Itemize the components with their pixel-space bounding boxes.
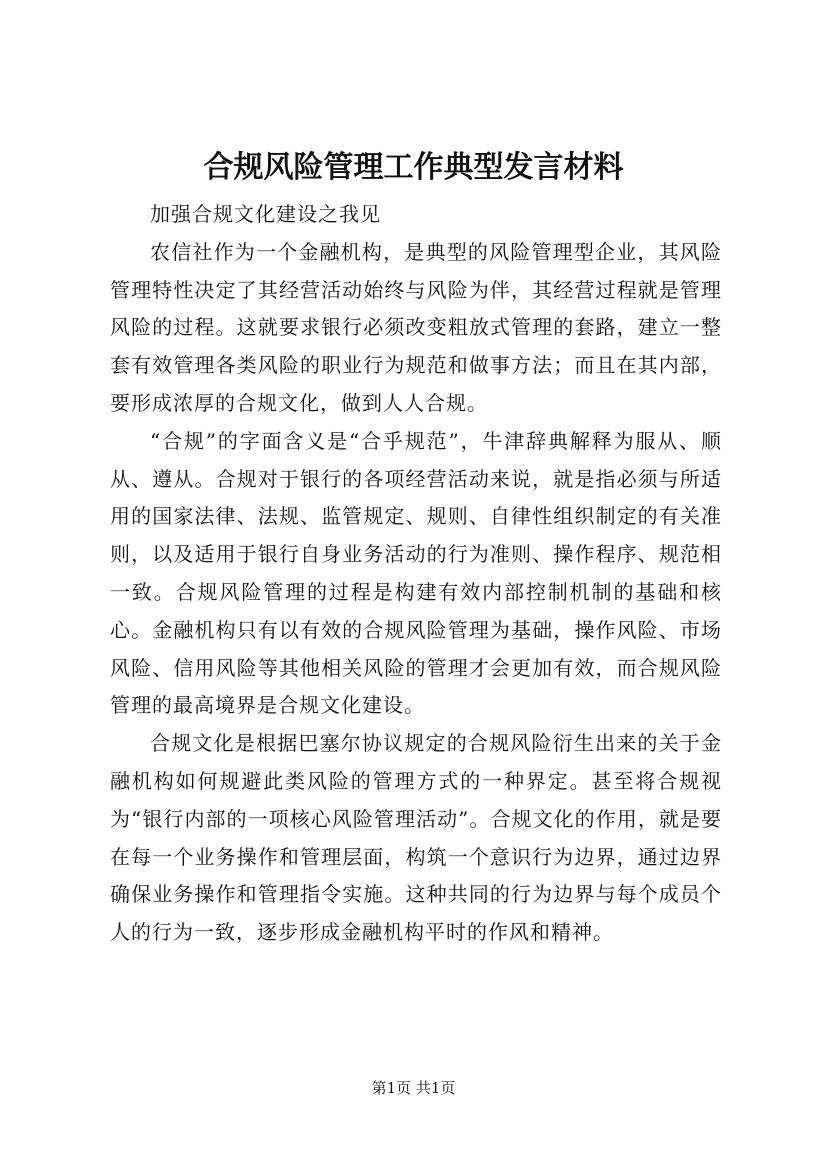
body-paragraph: 农信社作为一个金融机构，是典型的风险管理型企业，其风险管理特性决定了其经营活动始终与风险为伴，其经营过程就是管理风险的过程。这就要求银行必须改变粗放式管理的套路，建立一整套有效管理各类风险的职业行为规范和做事方法；而且在其内部，要形成浓厚的合规文化，做到人人合规。 — [110, 239, 722, 415]
document-body — [110, 196, 722, 952]
body-paragraph: “合规”的字面含义是“合乎规范”，牛津辞典解释为服从、顺从、遵从。合规对于银行的各项经营活动来说，就是指必须与所适用的国家法律、法规、监管规定、规则、自律性组织制定的有关准则，以及适用于银行自身业务活动的行为准则、操作程序、规范相一致。合规风险管理的过程是构建有效内部控制机制的基础和核心。金融机构只有以有效的合规风险管理为基础，操作风险、市场风险、信用风险等其他相关风险的管理才会更加有效，而合规风险管理的最高境界是合规文化建设。 — [110, 428, 722, 718]
body-paragraph: 合规文化是根据巴塞尔协议规定的合规风险衍生出来的关于金融机构如何规避此类风险的管理方式的一种界定。甚至将合规视为“银行内部的一项核心风险管理活动”。合规文化的作用，就是要在每一个业务操作和管理层面，构筑一个意识行为边界，通过边界确保业务操作和管理指令实施。这种共同的行为边界与每个成员个人的行为一致，逐步形成金融机构平时的作风和精神。 — [110, 731, 722, 945]
subtitle-paragraph: 加强合规文化建设之我见 — [150, 202, 381, 226]
document-title: 合规风险管理工作典型发言材料 — [203, 150, 624, 185]
page-footer: 第1页 共1页 — [371, 1079, 456, 1097]
